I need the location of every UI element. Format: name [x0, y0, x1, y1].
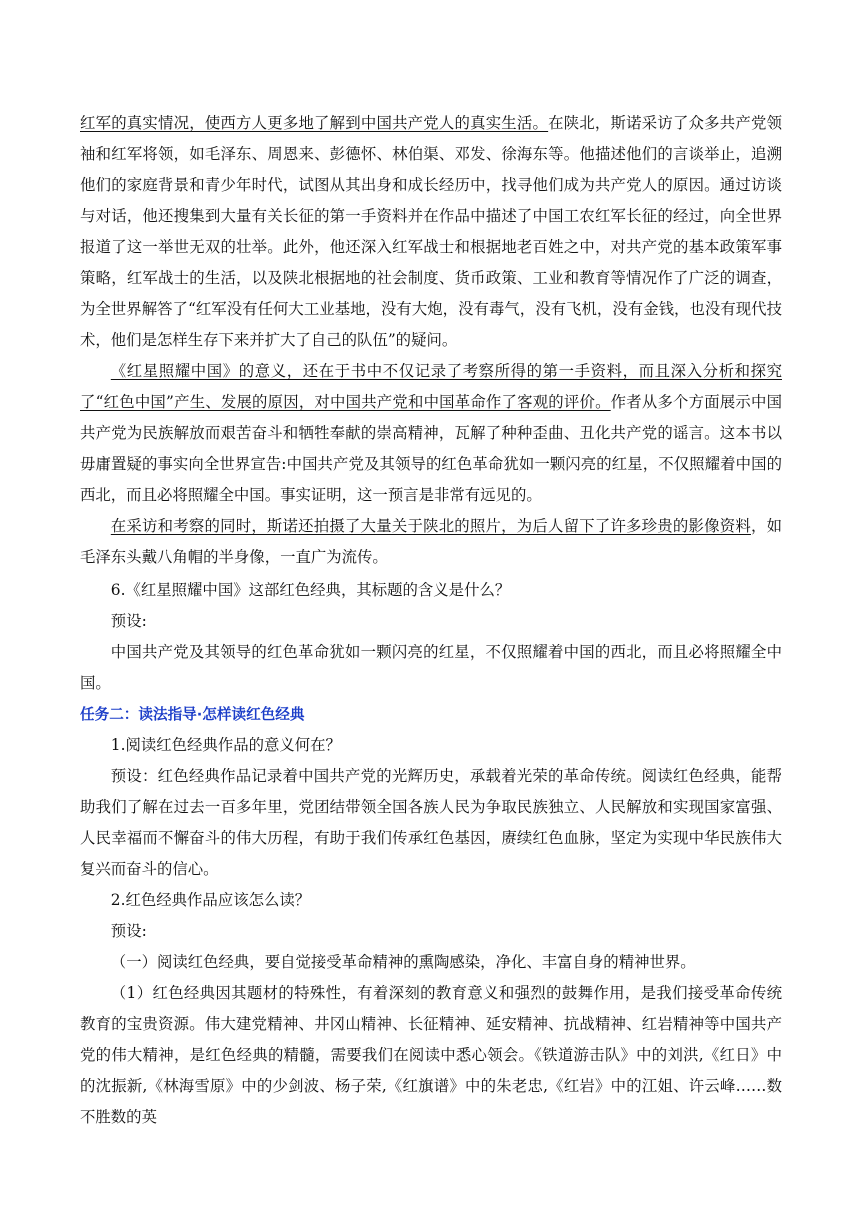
paragraph-text: 作者从多个方面展示中国共产党为民族解放而艰苦奋斗和牺牲奉献的崇高精神，瓦解了种种歪曲、丑化共产党的谣言。这本书以毋庸置疑的事实向全世界宣告:中国共产党及其领导的红色革命犹如一颗闪亮的红星，不仅照耀着中国的西北，而且必将照耀全中国。事实证明，这一预言是非常有远见的。	[80, 393, 782, 504]
point-1-1: （1）红色经典因其题材的特殊性，有着深刻的教育意义和强烈的鼓舞作用，是我们接受革命传统教育的宝贵资源。伟大建党精神、井冈山精神、长征精神、延安精神、抗战精神、红岩精神等中国共产党的伟大精神，是红色经典的精髓，需要我们在阅读中悉心领会。《铁道游击队》中的刘洪,《红日》中的沈振新,《林海雪原》中的少剑波、杨子荣,《红旗谱》中的朱老忠,《红岩》中的江姐、许云峰……数不胜数的英	[80, 984, 782, 1126]
document-page	[80, 108, 782, 1133]
paragraph-text: ，如毛泽东头戴八角帽的半身像，一直广为流传。	[80, 517, 782, 566]
question-6-answer: 中国共产党及其领导的红色革命犹如一颗闪亮的红星，不仅照耀着中国的西北，而且必将照耀全中国。	[80, 643, 782, 692]
paragraph-text: 在陕北，斯诺采访了众多共产党领袖和红军将领，如毛泽东、周恩来、彭德怀、林伯渠、邓发、徐海东等。他描述他们的言谈举止，追溯他们的家庭背景和青少年时代，试图从其出身和成长经历中，找寻他们成为共产党人的原因。通过访谈与对话，他还搜集到大量有关长征的第一手资料并在作品中描述了中国工农红军长征的经过，向全世界报道了这一举世无双的壮举。此外，他还深入红军战士和根据地老百姓之中，对共产党的基本政策军事策略，红军战士的生活，以及陕北根据地的社会制度、货币政策、工业和教育等情况作了广泛的调查，为全世界解答了“红军没有任何大工业基地，没有大炮，没有毒气，没有飞机，没有金钱，也没有现代技术，他们是怎样生存下来并扩大了自己的队伍”的疑问。	[80, 114, 782, 349]
question-6: 6.《红星照耀中国》这部红色经典，其标题的含义是什么？	[110, 581, 511, 599]
question-6-preset-label: 预设:	[110, 612, 147, 630]
paragraph-photographs	[80, 511, 782, 573]
task-2-heading	[80, 699, 782, 730]
question-1: 1.阅读红色经典作品的意义何在？	[110, 736, 341, 754]
point-1: （一）阅读红色经典，要自觉接受革命精神的熏陶感染，净化、丰富自身的精神世界。	[110, 953, 696, 971]
underlined-sentence: 《红星照耀中国》的意义，还在于书中不仅记录了考察所得的第一手资料，而且深入分析和探究了“红色中国”产生、发展的原因，对中国共产党和中国革命作了客观的评价。	[80, 362, 782, 411]
question-1-answer: 预设：红色经典作品记录着中国共产党的光辉历史，承载着光荣的革命传统。阅读红色经典，能帮助我们了解在过去一百多年里，党团结带领全国各族人民为争取民族独立、人民解放和实现国家富强、人民幸福而不懈奋斗的伟大历程，有助于我们传承红色基因，赓续红色血脉，坚定为实现中华民族伟大复兴而奋斗的信心。	[80, 767, 782, 878]
paragraph-snow-interviews	[80, 108, 782, 356]
paragraph-book-significance	[80, 356, 782, 511]
underlined-sentence: 红军的真实情况，使西方人更多地了解到中国共产党人的真实生活。	[80, 114, 549, 132]
question-2: 2.红色经典作品应该怎么读？	[110, 891, 311, 909]
task-heading-text: 任务二：读法指导·怎样读红色经典	[80, 706, 305, 723]
question-2-preset-label: 预设:	[110, 922, 147, 940]
underlined-sentence: 在采访和考察的同时，斯诺还拍摄了大量关于陕北的照片，为后人留下了许多珍贵的影像资料	[110, 517, 751, 535]
